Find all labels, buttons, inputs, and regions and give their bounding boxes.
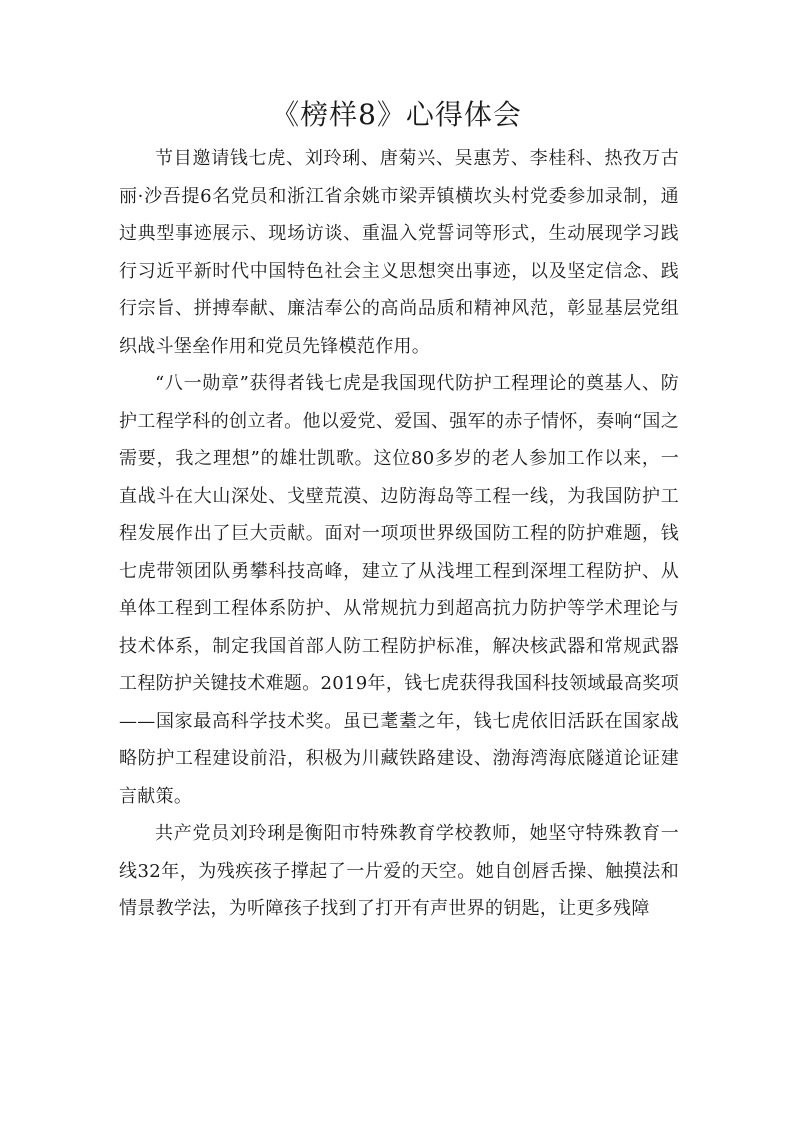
paragraph-intro: 节目邀请钱七虎、刘玲琍、唐菊兴、吴惠芳、李桂科、热孜万古丽·沙吾提6名党员和浙江省余姚市梁弄镇横坎头村党委参加录制，通过典型事迹展示、现场访谈、重温入党誓词等形式，生动展现学习践行习近平新时代中国特色社会主义思想突出事迹，以及坚定信念、践行宗旨、拼搏奉献、廉洁奉公的高尚品质和精神风范，彰显基层党组织战斗堡垒作用和党员先锋模范作用。: [119, 148, 679, 357]
document-body: [119, 140, 679, 928]
paragraph-liu-lingli: 共产党员刘玲琍是衡阳市特殊教育学校教师，她坚守特殊教育一线32年，为残疾孩子撑起了一片爱的天空。她自创唇舌操、触摸法和情景教学法，为听障孩子找到了打开有声世界的钥匙，让更多残障: [119, 823, 679, 919]
paragraph-qian-qihu: “八一勋章”获得者钱七虎是我国现代防护工程理论的奠基人、防护工程学科的创立者。他以爱党、爱国、强军的赤子情怀，奏响“国之需要，我之理想”的雄壮凯歌。这位80多岁的老人参加工作以来，一直战斗在大山深处、戈壁荒漠、边防海岛等工程一线，为我国防护工程发展作出了巨大贡献。面对一项项世界级国防工程的防护难题，钱七虎带领团队勇攀科技高峰，建立了从浅埋工程到深埋工程防护、从单体工程到工程体系防护、从常规抗力到超高抗力防护等学术理论与技术体系，制定我国首部人防工程防护标准，解决核武器和常规武器工程防护关键技术难题。2019年，钱七虎获得我国科技领域最高奖项——国家最高科学技术奖。虽已耄耋之年，钱七虎依旧活跃在国家战略防护工程建设前沿，积极为川藏铁路建设、渤海湾海底隧道论证建言献策。: [119, 373, 679, 807]
document-title: 《榜样8》心得体会: [271, 98, 522, 131]
